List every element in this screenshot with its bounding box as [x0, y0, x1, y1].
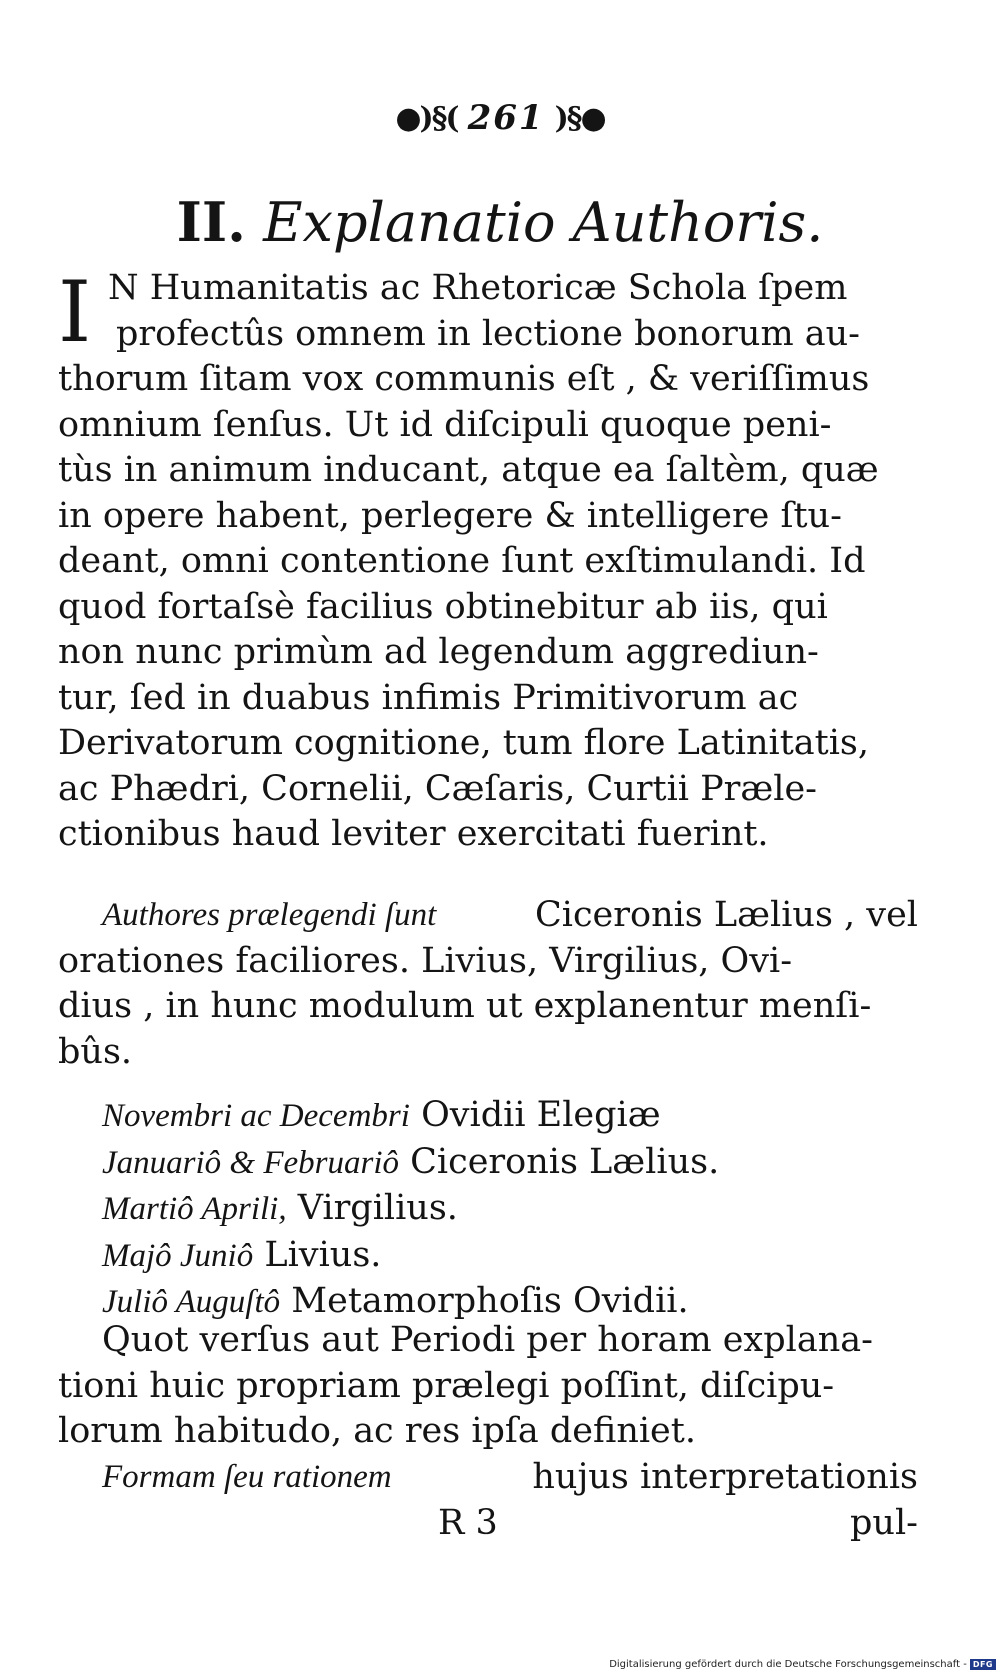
schedule-row: Novembri ac Decembri Ovidii Elegiæ [102, 1095, 661, 1135]
text-line: tùs in animum inducant, atque ea ſaltèm, quæ [58, 450, 879, 490]
schedule-row: Martiô Aprili, Virgilius. [102, 1188, 458, 1228]
section-title [0, 190, 1000, 255]
page-header [0, 98, 1000, 138]
text-line: tioni huic propriam prælegi poſſint, diſcipu- [58, 1365, 835, 1406]
schedule-row: Januariô & Februariô Ciceronis Lælius. [102, 1141, 720, 1182]
text-line: profectûs omnem in lectione bonorum au- [116, 313, 860, 354]
text-line: non nunc primùm ad legendum aggrediun- [58, 632, 819, 672]
dfg-logo-icon: DFG [970, 1659, 996, 1670]
text-line: thorum ſitam vox communis eſt , & veriſſimus [58, 359, 870, 399]
month-schedule [102, 1093, 862, 1326]
text-line: bûs. [58, 1031, 133, 1072]
catchword: pul- [850, 1502, 918, 1543]
signature-line [58, 1501, 918, 1547]
text-line: Derivatorum cognitione, tum flore Latinitatis, [58, 723, 869, 763]
paragraph-2 [58, 893, 918, 1075]
text-line: Quot verſus aut Periodi per horam explana- [102, 1320, 873, 1360]
text-line: quod fortaſsè facilius obtinebitur ab iis, qui [58, 586, 828, 627]
text-line: N Humanitatis ac Rhetoricæ Schola ſpem [108, 268, 848, 308]
header-ornament-right: )§● [554, 100, 605, 136]
header-ornament-left: ●)§( [395, 100, 458, 136]
schedule-row: Juliô Auguſtô Metamorphoſis Ovidii. [102, 1281, 689, 1321]
section-title-text: Explanatio Authoris. [263, 191, 824, 254]
text-line: tur, ſed in duabus infimis Primitivorum ac [58, 677, 799, 718]
paragraph-1 [58, 263, 918, 858]
credit-text: Digitalisierung gefördert durch die Deutsche Forschungsgemeinschaft - [609, 1659, 967, 1670]
text-line: Authores prælegendi ſunt Ciceronis Lælius , vel [58, 893, 918, 939]
drop-cap: I [58, 263, 92, 361]
text-line: ac Phædri, Cornelii, Cæſaris, Curtii Præle- [58, 768, 818, 809]
page-number: 261 [467, 98, 545, 138]
paragraph-4 [58, 1455, 918, 1546]
paragraph-3 [58, 1318, 918, 1455]
text-line: dius , in hunc modulum ut explanentur menſi- [58, 986, 872, 1026]
text-line: Formam ſeu rationem hujus interpretationis [58, 1455, 918, 1501]
italic-lead: Formam ſeu rationem [102, 1459, 392, 1495]
schedule-row: Majô Juniô Livius. [102, 1234, 382, 1275]
digitization-credit [609, 1659, 996, 1670]
text-line: in opere habent, perlegere & intelligere ſtu- [58, 495, 842, 536]
text-line: omnium ſenſus. Ut id diſcipuli quoque peni- [58, 404, 832, 445]
text-line: orationes faciliores. Livius, Virgilius, Ovi- [58, 940, 793, 981]
section-numeral: II. [176, 190, 246, 254]
italic-lead: Authores prælegendi ſunt [102, 897, 437, 933]
text-line: lorum habitudo, ac res ipſa definiet. [58, 1411, 696, 1451]
signature-mark: R 3 [438, 1502, 498, 1543]
text-line: ctionibus haud leviter exercitati fuerint. [58, 814, 769, 854]
text-line: deant, omni contentione ſunt exſtimulandi. Id [58, 541, 866, 581]
